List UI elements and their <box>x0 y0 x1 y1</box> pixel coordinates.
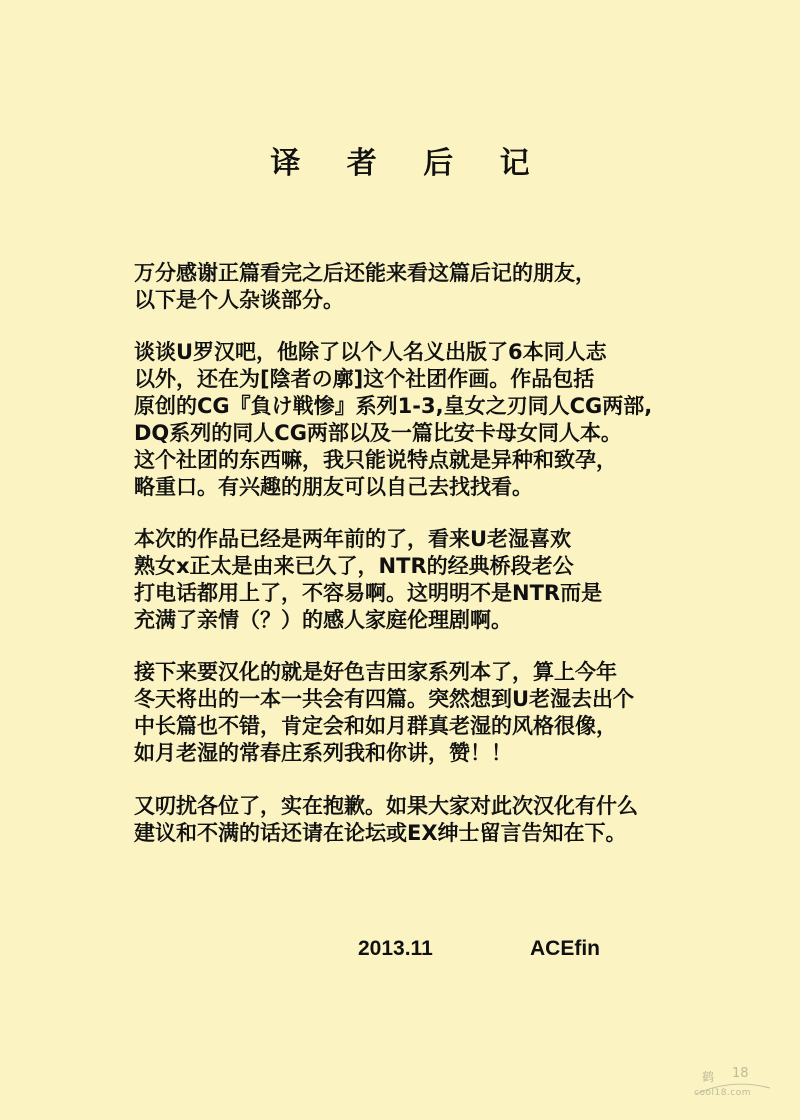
text-line: 打电话都用上了，不容易啊。这明明不是NTR而是 <box>134 581 603 605</box>
text-line: 以外，还在为[陰者の廓]这个社团作画。作品包括 <box>134 367 595 391</box>
paragraph-about-work <box>134 526 754 634</box>
paragraph-thanks <box>134 260 754 314</box>
signature-date: 2013.11 <box>358 937 433 960</box>
text-line: 如月老湿的常春庄系列我和你讲，赞！！ <box>134 741 512 765</box>
watermark-mark: 鹤 <box>702 1070 715 1084</box>
text-line: 本次的作品已经是两年前的了，看来U老湿喜欢 <box>134 527 572 551</box>
text-line: 谈谈U罗汉吧，他除了以个人名义出版了6本同人志 <box>134 340 607 364</box>
site-watermark <box>692 1064 774 1106</box>
paragraph-closing <box>134 793 754 847</box>
paragraph-about-artist <box>134 339 754 501</box>
text-line: 略重口。有兴趣的朋友可以自己去找找看。 <box>134 475 533 499</box>
watermark-number: 18 <box>732 1066 749 1081</box>
text-line: 又叨扰各位了，实在抱歉。如果大家对此次汉化有什么 <box>134 794 638 818</box>
text-line: 万分感谢正篇看完之后还能来看这篇后记的朋友， <box>134 261 596 285</box>
text-line: 原创的CG『負け戦惨』系列1-3,皇女之刃同人CG两部, <box>134 394 653 418</box>
text-line: 这个社团的东西嘛，我只能说特点就是异种和致孕， <box>134 448 617 472</box>
text-line: 冬天将出的一本一共会有四篇。突然想到U老湿去出个 <box>134 687 635 711</box>
paragraph-next-plans <box>134 659 754 767</box>
text-line: 建议和不满的话还请在论坛或EX绅士留言告知在下。 <box>134 821 627 845</box>
text-line: 中长篇也不错，肯定会和如月群真老湿的风格很像， <box>134 714 617 738</box>
text-line: 熟女x正太是由来已久了，NTR的经典桥段老公 <box>134 554 574 578</box>
text-line: 接下来要汉化的就是好色吉田家系列本了，算上今年 <box>134 660 617 684</box>
text-line: 充满了亲情（？）的感人家庭伦理剧啊。 <box>134 608 512 632</box>
text-line: DQ系列的同人CG两部以及一篇比安卡母女同人本。 <box>134 421 622 445</box>
watermark-url: cool18.com <box>694 1088 751 1098</box>
page-title: 译 者 后 记 <box>270 146 548 181</box>
text-line: 以下是个人杂谈部分。 <box>134 288 344 312</box>
signature-name: ACEfin <box>530 937 600 960</box>
